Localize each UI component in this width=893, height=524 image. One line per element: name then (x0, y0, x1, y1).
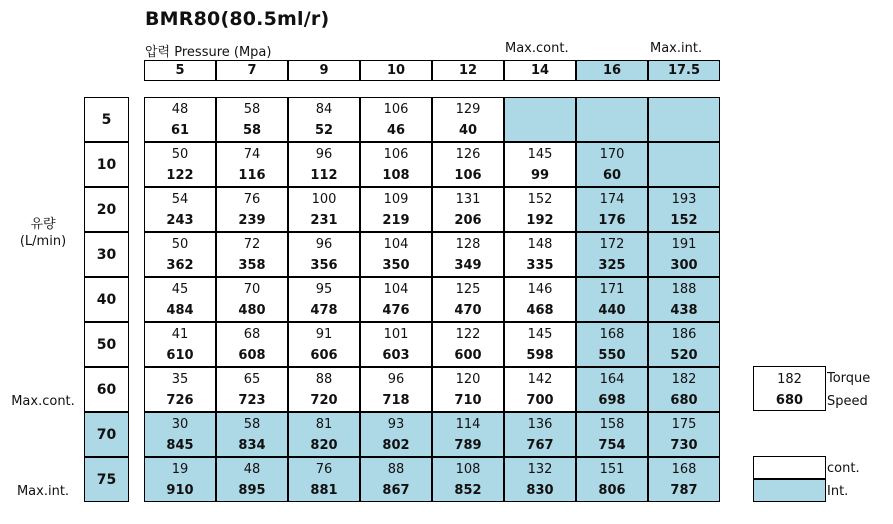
table-cell (432, 232, 504, 277)
chart-title: BMR80(80.5ml/r) (145, 8, 330, 30)
table-cell (504, 367, 576, 412)
speed-value: 356 (310, 258, 338, 273)
torque-value: 54 (171, 192, 189, 207)
torque-value: 145 (527, 147, 553, 162)
table-cell (144, 367, 216, 412)
speed-value: 700 (526, 393, 554, 408)
torque-value: 182 (671, 372, 697, 387)
table-cell (648, 457, 720, 502)
flow-side-label-8: Max.int. (16, 484, 70, 499)
table-cell (648, 322, 720, 367)
speed-value: 99 (530, 168, 550, 183)
table-cell (144, 322, 216, 367)
table-cell (648, 232, 720, 277)
legend-torque-value: 182 (777, 372, 802, 387)
speed-value: 60 (602, 168, 622, 183)
table-cell (432, 142, 504, 187)
table-cell (504, 277, 576, 322)
torque-value: 81 (315, 417, 333, 432)
table-cell (360, 232, 432, 277)
speed-value: 603 (382, 348, 410, 363)
speed-value: 122 (166, 168, 194, 183)
speed-value: 108 (382, 168, 410, 183)
speed-value: 219 (382, 213, 410, 228)
torque-value: 41 (171, 327, 189, 342)
table-cell (144, 142, 216, 187)
flow-header-7: 70 (84, 412, 129, 457)
speed-value: 243 (166, 213, 194, 228)
speed-value: 116 (238, 168, 266, 183)
torque-value: 120 (455, 372, 481, 387)
torque-value: 88 (387, 462, 405, 477)
legend-cont-swatch (753, 456, 826, 479)
torque-value: 168 (671, 462, 697, 477)
speed-value: 46 (386, 123, 406, 138)
speed-value: 718 (382, 393, 410, 408)
max-cont-pressure-label: Max.cont. (505, 41, 569, 56)
speed-value: 895 (238, 483, 266, 498)
torque-value: 148 (527, 237, 553, 252)
table-cell (504, 142, 576, 187)
table-cell (288, 412, 360, 457)
table-cell (360, 97, 432, 142)
speed-value: 176 (598, 213, 626, 228)
torque-value: 68 (243, 327, 261, 342)
table-cell (216, 277, 288, 322)
table-cell (216, 142, 288, 187)
table-cell (504, 457, 576, 502)
torque-value: 104 (383, 282, 409, 297)
torque-value: 48 (171, 102, 189, 117)
table-cell (288, 97, 360, 142)
table-cell (360, 142, 432, 187)
torque-value: 96 (315, 237, 333, 252)
table-cell (360, 367, 432, 412)
torque-value: 131 (455, 192, 481, 207)
torque-value: 145 (527, 327, 553, 342)
table-cell (360, 187, 432, 232)
legend-int-label: Int. (827, 484, 849, 499)
flow-header-4: 40 (84, 277, 129, 322)
table-cell (504, 187, 576, 232)
flow-header-6: 60 (84, 367, 129, 412)
speed-value: 723 (238, 393, 266, 408)
speed-value: 520 (670, 348, 698, 363)
table-cell (576, 97, 648, 142)
speed-value: 239 (238, 213, 266, 228)
pressure-header-6: 16 (576, 60, 648, 81)
table-cell (432, 412, 504, 457)
max-int-pressure-label: Max.int. (650, 41, 703, 56)
torque-value: 58 (243, 102, 261, 117)
flow-axis-unit: (L/min) (19, 234, 67, 249)
table-cell (216, 97, 288, 142)
speed-value: 350 (382, 258, 410, 273)
table-cell (216, 412, 288, 457)
speed-value: 802 (382, 438, 410, 453)
table-cell (576, 367, 648, 412)
speed-value: 358 (238, 258, 266, 273)
pressure-header-1: 7 (216, 60, 288, 81)
table-cell (576, 412, 648, 457)
table-cell (576, 277, 648, 322)
speed-value: 754 (598, 438, 626, 453)
torque-value: 193 (671, 192, 697, 207)
torque-value: 76 (243, 192, 261, 207)
speed-value: 480 (238, 303, 266, 318)
speed-value: 600 (454, 348, 482, 363)
torque-value: 48 (243, 462, 261, 477)
torque-value: 84 (315, 102, 333, 117)
legend-speed-label: Speed (827, 394, 868, 409)
legend-speed-value: 680 (775, 393, 804, 408)
pressure-header-7: 17.5 (648, 60, 720, 81)
speed-value: 910 (166, 483, 194, 498)
table-cell (432, 322, 504, 367)
flow-header-3: 30 (84, 232, 129, 277)
speed-value: 698 (598, 393, 626, 408)
table-cell (648, 97, 720, 142)
table-cell (576, 187, 648, 232)
pressure-header-4: 12 (432, 60, 504, 81)
speed-value: 845 (166, 438, 194, 453)
speed-value: 335 (526, 258, 554, 273)
flow-header-0: 5 (84, 97, 129, 142)
speed-value: 598 (526, 348, 554, 363)
flow-axis-label: 유량 (30, 217, 56, 232)
table-cell (576, 142, 648, 187)
table-cell (648, 277, 720, 322)
torque-value: 76 (315, 462, 333, 477)
torque-value: 50 (171, 237, 189, 252)
flow-header-5: 50 (84, 322, 129, 367)
speed-value: 787 (670, 483, 698, 498)
torque-value: 191 (671, 237, 697, 252)
speed-value: 881 (310, 483, 338, 498)
torque-value: 171 (599, 282, 625, 297)
torque-value: 74 (243, 147, 261, 162)
speed-value: 106 (454, 168, 482, 183)
torque-value: 125 (455, 282, 481, 297)
table-cell (360, 322, 432, 367)
legend-example-box (753, 366, 826, 411)
speed-value: 830 (526, 483, 554, 498)
speed-value: 61 (170, 123, 190, 138)
speed-value: 606 (310, 348, 338, 363)
torque-value: 106 (383, 102, 409, 117)
table-cell (288, 457, 360, 502)
torque-value: 108 (455, 462, 481, 477)
torque-value: 129 (455, 102, 481, 117)
torque-value: 95 (315, 282, 333, 297)
table-cell (504, 322, 576, 367)
speed-value: 820 (310, 438, 338, 453)
speed-value: 349 (454, 258, 482, 273)
table-cell (648, 412, 720, 457)
torque-value: 136 (527, 417, 553, 432)
table-cell (576, 322, 648, 367)
speed-value: 710 (454, 393, 482, 408)
table-cell (288, 142, 360, 187)
table-cell (432, 367, 504, 412)
table-cell (504, 97, 576, 142)
speed-value: 834 (238, 438, 266, 453)
torque-value: 50 (171, 147, 189, 162)
torque-value: 93 (387, 417, 405, 432)
table-cell (216, 457, 288, 502)
torque-value: 45 (171, 282, 189, 297)
torque-value: 70 (243, 282, 261, 297)
table-cell (288, 322, 360, 367)
table-cell (144, 277, 216, 322)
table-cell (432, 97, 504, 142)
torque-value: 100 (311, 192, 337, 207)
table-cell (432, 187, 504, 232)
torque-value: 151 (599, 462, 625, 477)
torque-value: 122 (455, 327, 481, 342)
torque-value: 168 (599, 327, 625, 342)
torque-value: 158 (599, 417, 625, 432)
table-cell (504, 412, 576, 457)
legend-int-swatch (753, 479, 826, 502)
table-cell (216, 367, 288, 412)
torque-value: 58 (243, 417, 261, 432)
torque-value: 88 (315, 372, 333, 387)
torque-value: 146 (527, 282, 553, 297)
speed-value: 478 (310, 303, 338, 318)
speed-value: 730 (670, 438, 698, 453)
speed-value: 440 (598, 303, 626, 318)
torque-value: 35 (171, 372, 189, 387)
table-cell (360, 277, 432, 322)
torque-value: 109 (383, 192, 409, 207)
speed-value: 58 (242, 123, 262, 138)
speed-value: 476 (382, 303, 410, 318)
speed-value: 192 (526, 213, 554, 228)
torque-value: 186 (671, 327, 697, 342)
legend-cont-label: cont. (827, 461, 860, 476)
table-cell (648, 367, 720, 412)
speed-value: 726 (166, 393, 194, 408)
flow-side-label-6: Max.cont. (11, 394, 75, 409)
speed-value: 112 (310, 168, 338, 183)
pressure-axis-label: 압력 Pressure (Mpa) (145, 45, 272, 60)
table-cell (360, 412, 432, 457)
table-cell (648, 187, 720, 232)
table-cell (144, 457, 216, 502)
table-cell (504, 232, 576, 277)
pressure-header-5: 14 (504, 60, 576, 81)
table-cell (144, 97, 216, 142)
table-cell (648, 142, 720, 187)
table-cell (432, 457, 504, 502)
torque-value: 188 (671, 282, 697, 297)
table-cell (144, 187, 216, 232)
speed-value: 867 (382, 483, 410, 498)
table-cell (288, 277, 360, 322)
torque-value: 19 (171, 462, 189, 477)
speed-value: 680 (670, 393, 698, 408)
speed-value: 767 (526, 438, 554, 453)
torque-value: 175 (671, 417, 697, 432)
speed-value: 720 (310, 393, 338, 408)
speed-value: 470 (454, 303, 482, 318)
torque-value: 126 (455, 147, 481, 162)
speed-value: 550 (598, 348, 626, 363)
torque-value: 152 (527, 192, 553, 207)
speed-value: 789 (454, 438, 482, 453)
table-cell (144, 412, 216, 457)
speed-value: 852 (454, 483, 482, 498)
torque-value: 72 (243, 237, 261, 252)
torque-value: 128 (455, 237, 481, 252)
speed-value: 52 (314, 123, 334, 138)
torque-value: 91 (315, 327, 333, 342)
speed-value: 438 (670, 303, 698, 318)
torque-value: 142 (527, 372, 553, 387)
flow-header-8: 75 (84, 457, 129, 502)
flow-header-2: 20 (84, 187, 129, 232)
torque-value: 106 (383, 147, 409, 162)
torque-value: 104 (383, 237, 409, 252)
pressure-header-0: 5 (144, 60, 216, 81)
pressure-header-2: 9 (288, 60, 360, 81)
torque-value: 65 (243, 372, 261, 387)
torque-value: 174 (599, 192, 625, 207)
speed-value: 362 (166, 258, 194, 273)
table-cell (288, 232, 360, 277)
speed-value: 325 (598, 258, 626, 273)
torque-value: 96 (387, 372, 405, 387)
table-cell (432, 277, 504, 322)
torque-value: 114 (455, 417, 481, 432)
table-cell (216, 322, 288, 367)
table-cell (216, 232, 288, 277)
torque-value: 132 (527, 462, 553, 477)
table-cell (576, 232, 648, 277)
table-cell (288, 187, 360, 232)
speed-value: 231 (310, 213, 338, 228)
torque-value: 30 (171, 417, 189, 432)
torque-value: 96 (315, 147, 333, 162)
table-cell (144, 232, 216, 277)
speed-value: 806 (598, 483, 626, 498)
torque-value: 172 (599, 237, 625, 252)
legend-torque-label: Torque (827, 371, 871, 386)
speed-value: 206 (454, 213, 482, 228)
speed-value: 610 (166, 348, 194, 363)
torque-value: 101 (383, 327, 409, 342)
pressure-header-3: 10 (360, 60, 432, 81)
table-cell (288, 367, 360, 412)
speed-value: 484 (166, 303, 194, 318)
speed-value: 468 (526, 303, 554, 318)
table-cell (216, 187, 288, 232)
torque-value: 170 (599, 147, 625, 162)
speed-value: 40 (458, 123, 478, 138)
speed-value: 300 (670, 258, 698, 273)
torque-value: 164 (599, 372, 625, 387)
flow-header-1: 10 (84, 142, 129, 187)
speed-value: 608 (238, 348, 266, 363)
speed-value: 152 (670, 213, 698, 228)
table-cell (360, 457, 432, 502)
table-cell (576, 457, 648, 502)
